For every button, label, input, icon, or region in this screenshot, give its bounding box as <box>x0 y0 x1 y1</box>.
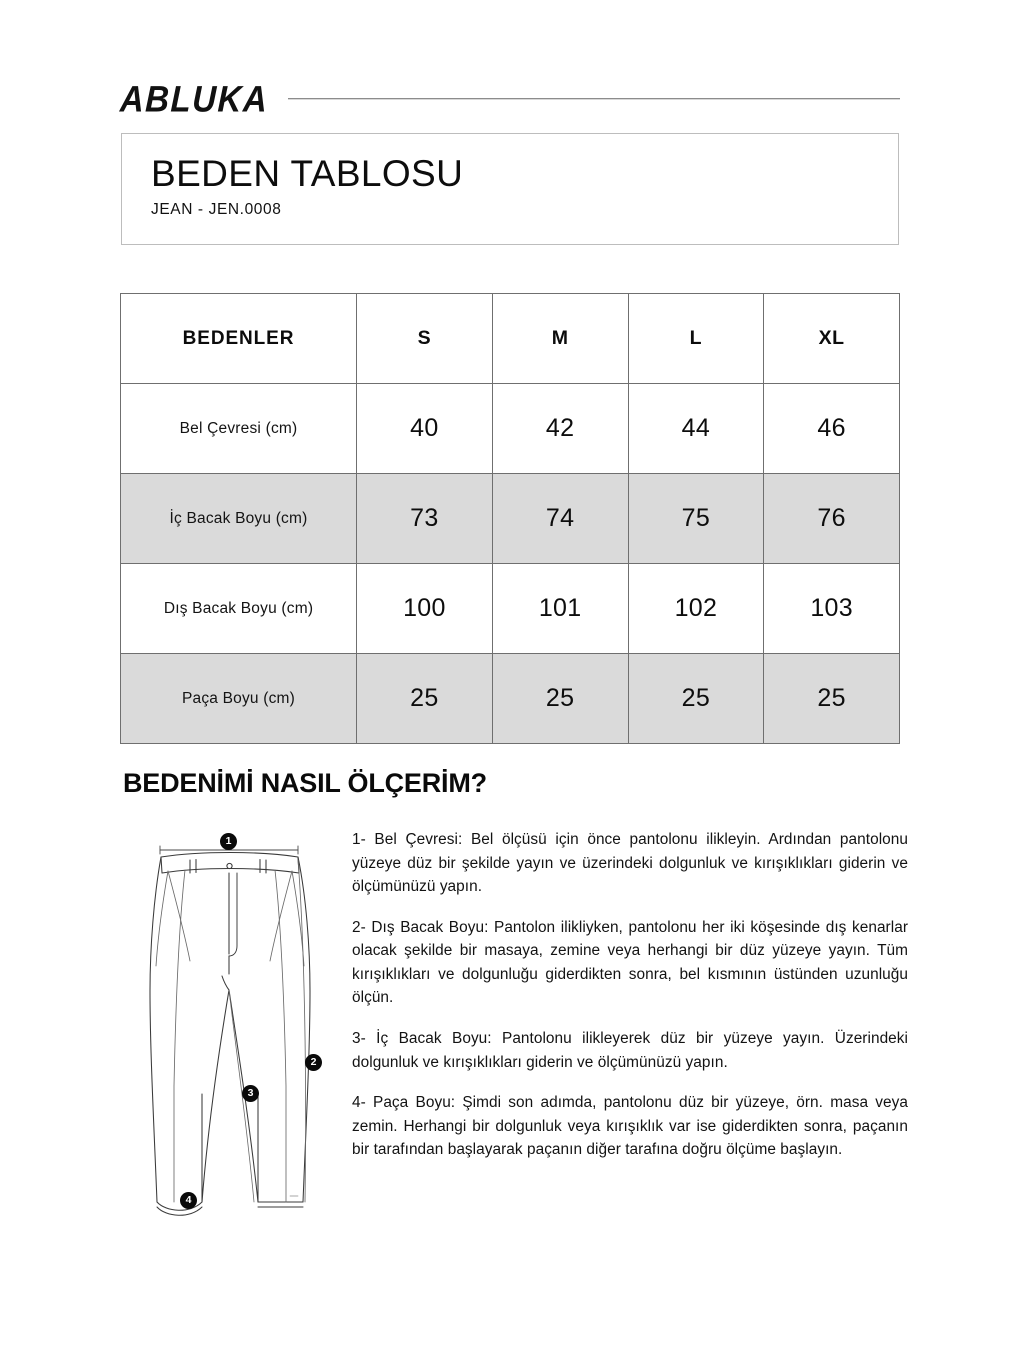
column-header-l: L <box>628 294 764 384</box>
table-row <box>121 474 900 564</box>
abluka-logo: ABLUKA <box>119 77 269 119</box>
instruction-step-1: 1- Bel Çevresi: Bel ölçüsü için önce pantolonu ilikleyin. Ardından pantolonu yüzeye düz bir şekilde yayın ve üzerindeki dolgunluk ve kırışıklıkları giderin ve ölçümünüzü yapın. <box>352 831 908 896</box>
cell-value: 101 <box>492 564 628 654</box>
cell-value: 42 <box>492 384 628 474</box>
row-label: İç Bacak Boyu (cm) <box>121 474 357 564</box>
table-row <box>121 654 900 744</box>
cell-value: 25 <box>764 654 900 744</box>
instruction-step-2: 2- Dış Bacak Boyu: Pantolon ilikliyken, pantolonu her iki köşesinde dış kenarlar olacak şekilde bir masaya, zemine veya herhangi bir düz yüzeye yayın. Tüm kırışıklıkları ve dolgunluğu giderdikten sonra, bel kısmının üstünden uzunluğu ölçün. <box>352 918 908 1007</box>
how-to-measure-heading: BEDENİMİ NASIL ÖLÇERİM? <box>123 768 487 798</box>
page-title: BEDEN TABLOSU <box>151 153 464 194</box>
cell-value: 25 <box>628 654 764 744</box>
cell-value: 40 <box>357 384 493 474</box>
measure-instructions <box>352 828 908 1162</box>
cell-value: 75 <box>628 474 764 564</box>
size-table <box>120 293 900 744</box>
cell-value: 25 <box>357 654 493 744</box>
column-header-labels: BEDENLER <box>121 294 357 384</box>
product-code: JEAN - JEN.0008 <box>151 200 282 218</box>
cell-value: 46 <box>764 384 900 474</box>
cell-value: 44 <box>628 384 764 474</box>
cell-value: 25 <box>492 654 628 744</box>
title-box <box>121 133 899 245</box>
row-label: Dış Bacak Boyu (cm) <box>121 564 357 654</box>
table-header-row <box>121 294 900 384</box>
header-divider <box>288 98 900 100</box>
marker-1-waist: 1 <box>220 833 237 850</box>
table-row <box>121 564 900 654</box>
row-label: Paça Boyu (cm) <box>121 654 357 744</box>
cell-value: 73 <box>357 474 493 564</box>
marker-2-outseam: 2 <box>305 1054 322 1071</box>
cell-value: 74 <box>492 474 628 564</box>
column-header-m: M <box>492 294 628 384</box>
table-row <box>121 384 900 474</box>
cell-value: 103 <box>764 564 900 654</box>
cell-value: 76 <box>764 474 900 564</box>
column-header-xl: XL <box>764 294 900 384</box>
pants-diagram <box>138 826 336 1238</box>
cell-value: 102 <box>628 564 764 654</box>
brand-header <box>120 78 900 118</box>
instruction-step-4: 4- Paça Boyu: Şimdi son adımda, pantolonu düz bir yüzeye, örn. masa veya zemin. Herhangi bir dolgunluk veya kırışıklık var ise giderdikten sonra, paçanın bir tarafından başlayarak paçanın diğer tarafına doğru ölçüme başlayın. <box>352 1094 908 1159</box>
row-label: Bel Çevresi (cm) <box>121 384 357 474</box>
column-header-s: S <box>357 294 493 384</box>
marker-3-inseam: 3 <box>242 1085 259 1102</box>
cell-value: 100 <box>357 564 493 654</box>
marker-4-hem-width: 4 <box>180 1192 197 1209</box>
instruction-step-3: 3- İç Bacak Boyu: Pantolonu ilikleyerek düz bir yüzeye yayın. Üzerindeki dolgunluk ve kırışıklıkları giderin ve ölçümünüzü yapın. <box>352 1029 908 1071</box>
